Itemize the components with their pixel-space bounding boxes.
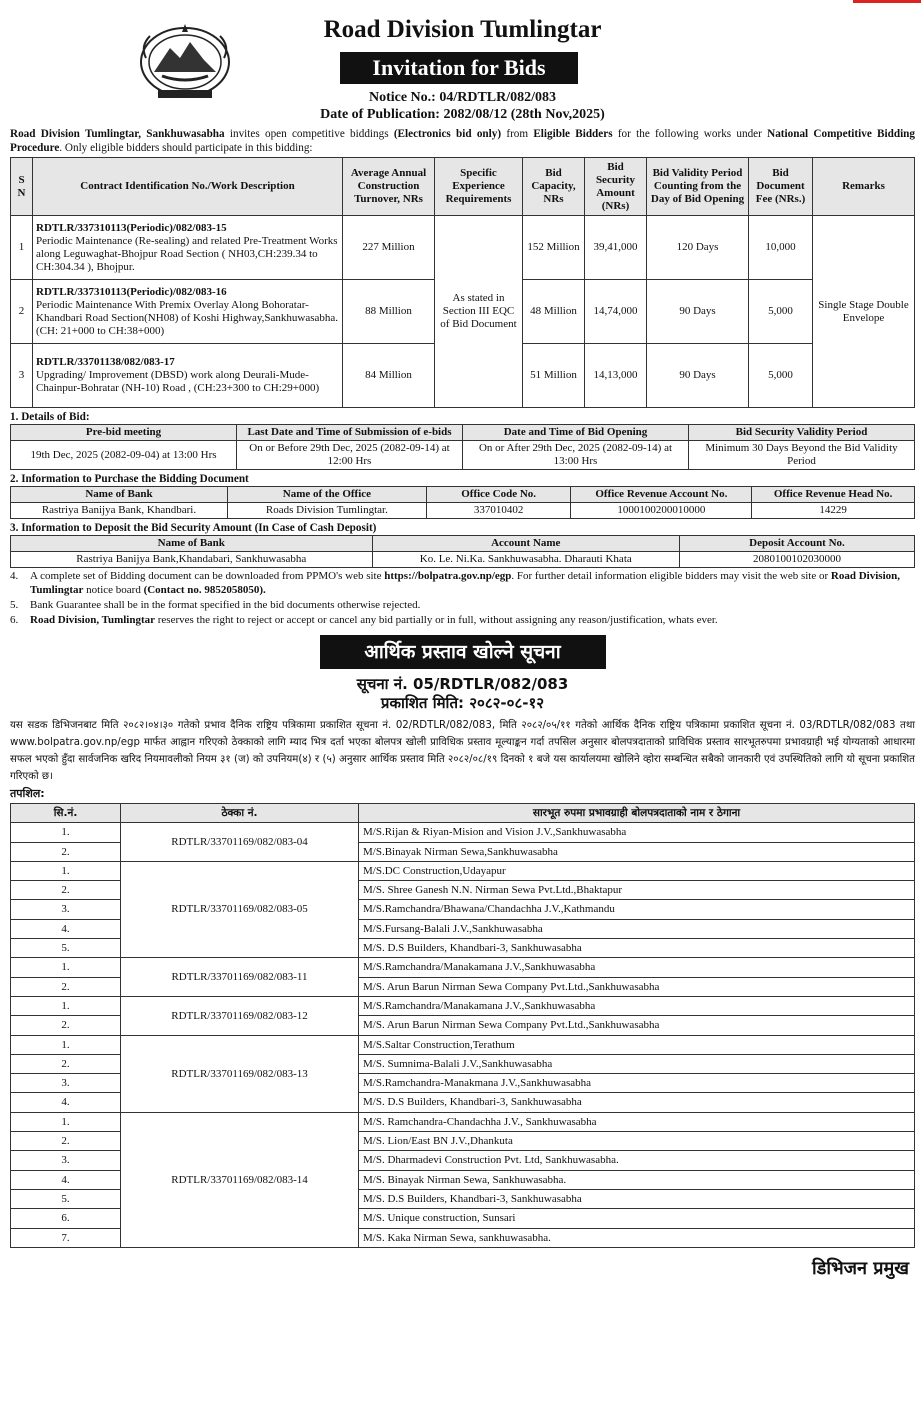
contact-number: (Contact no. 9852058050). <box>143 584 266 596</box>
cell-contract: RDTLR/33701169/082/083-12 <box>121 996 359 1035</box>
cell-capacity: 48 Million <box>523 280 585 344</box>
cell-sn: 2. <box>11 1016 121 1035</box>
note-text <box>30 613 718 627</box>
table-row <box>11 552 915 568</box>
cell-bidder: M/S. Sumnima-Balali J.V.,Sankhuwasabha <box>359 1054 915 1073</box>
col-header: Name of the Office <box>227 487 426 503</box>
publication-date: Date of Publication: 2082/08/12 (28th Nov,2025) <box>320 107 605 122</box>
table-row <box>11 441 915 470</box>
cell-sn: 4. <box>11 1170 121 1189</box>
cell-sn: 1. <box>11 861 121 880</box>
cell-contract: RDTLR/33701169/082/083-04 <box>121 823 359 862</box>
col-header: Name of Bank <box>11 536 373 552</box>
cell-contract: RDTLR/33701169/082/083-11 <box>121 958 359 997</box>
note-part: notice board <box>83 584 144 596</box>
cell-value: 19th Dec, 2025 (2082-09-04) at 13:00 Hrs <box>11 441 237 470</box>
note-bold: Road Division, Tumlingtar <box>30 570 900 596</box>
cell-turnover: 88 Million <box>343 280 435 344</box>
col-header: Specific Experience Requirements <box>435 158 523 216</box>
ppmo-link[interactable]: https://bolpatra.gov.np/egp <box>384 570 512 582</box>
cell-sn: 5. <box>11 939 121 958</box>
col-header: सारभूत रुपमा प्रभावग्राही बोलपत्रदाताको नाम र ठेगाना <box>359 804 915 823</box>
cell-sn: 1. <box>11 958 121 977</box>
cell-bidder: M/S. Arun Barun Nirman Sewa Company Pvt.Ltd.,Sankhuwasabha <box>359 977 915 996</box>
cell-value: Rastriya Banijya Bank,Khandabari, Sankhuwasabha <box>11 552 373 568</box>
ifb-banner: Invitation for Bids <box>340 52 578 84</box>
cell-value: 1000100200010000 <box>571 503 752 519</box>
col-header: ठेक्का नं. <box>121 804 359 823</box>
cell-bidder: M/S. Kaka Nirman Sewa, sankhuwasabha. <box>359 1228 915 1247</box>
col-header: Pre-bid meeting <box>11 425 237 441</box>
cell-bidder: M/S.Binayak Nirman Sewa,Sankhuwasabha <box>359 842 915 861</box>
cell-bidder: M/S.DC Construction,Udayapur <box>359 861 915 880</box>
note-number: 6. <box>10 614 19 626</box>
work-desc: Periodic Maintenance (Re-sealing) and related Pre-Treatment Works along Leguwaghat-Bhojpur Road Section ( NH03,CH:239.34 to CH:304.34 ), Bhojpur. <box>36 234 338 273</box>
financial-opening-banner: आर्थिक प्रस्ताव खोल्ने सूचना <box>320 635 606 669</box>
cell-security: 14,74,000 <box>585 280 647 344</box>
deposit-header-row <box>11 536 915 552</box>
work-desc: Periodic Maintenance With Premix Overlay Along Bohoratar-Khandbari Road Section(NH08) of Koshi Highway,Sankhuwasabha.(CH: 21+000 to CH:38+000) <box>36 298 339 337</box>
note-text <box>30 569 915 597</box>
notice-number: Notice No.: 04/RDTLR/082/083 <box>368 90 557 105</box>
cell-bidder: M/S. Arun Barun Nirman Sewa Company Pvt.Ltd.,Sankhuwasabha <box>359 1016 915 1035</box>
notice-page <box>10 0 915 1280</box>
cell-value: 14229 <box>752 503 915 519</box>
contract-id: RDTLR/33701138/082/083-17 <box>36 356 175 368</box>
section-title: 2. Information to Purchase the Bidding Document <box>10 473 249 485</box>
bidders-body <box>11 823 915 1248</box>
intro-text: from <box>501 128 534 140</box>
cell-value: On or Before 29th Dec, 2025 (2082-09-14) at 12:00 Hrs <box>237 441 463 470</box>
cell-bidder: M/S.Fursang-Balali J.V.,Sankhuwasabha <box>359 919 915 938</box>
cell-sn: 4. <box>11 919 121 938</box>
col-header: Bid Security Amount (NRs) <box>585 158 647 216</box>
cell-sn: 6. <box>11 1209 121 1228</box>
cell-value: Roads Division Tumlingtar. <box>227 503 426 519</box>
page-title: Road Division Tumlingtar <box>323 16 602 43</box>
cell-sn: 3 <box>11 344 33 408</box>
cell-sn: 2 <box>11 280 33 344</box>
note-part: . For further detail information eligible bidders may visit the web site or <box>511 570 831 582</box>
intro-paragraph <box>10 127 915 155</box>
col-header: Bid Validity Period Counting from the Day of Bid Opening <box>647 158 749 216</box>
intro-text: . Only eligible bidders should participate in this bidding: <box>59 142 313 154</box>
cell-sn: 5. <box>11 1189 121 1208</box>
cell-validity: 120 Days <box>647 216 749 280</box>
details-header-row <box>11 425 915 441</box>
cell-bidder: M/S.Saltar Construction,Terathum <box>359 1035 915 1054</box>
cell-experience: As stated in Section III EQC of Bid Document <box>435 216 523 408</box>
note-bold: Road Division, Tumlingtar <box>30 614 156 626</box>
cell-bidder: M/S. Lion/East BN J.V.,Dhankuta <box>359 1132 915 1151</box>
cell-bidder: M/S. D.S Builders, Khandbari-3, Sankhuwasabha <box>359 939 915 958</box>
cell-work <box>33 280 343 344</box>
table-row <box>11 503 915 519</box>
cell-fee: 5,000 <box>749 344 813 408</box>
top-red-line <box>853 0 921 3</box>
cell-sn: 7. <box>11 1228 121 1247</box>
cell-bidder: M/S.Ramchandra/Manakamana J.V.,Sankhuwasabha <box>359 958 915 977</box>
note-4 <box>10 569 915 597</box>
col-header: Remarks <box>813 158 915 216</box>
tapsil-label: तपशिल: <box>10 787 45 800</box>
contract-id: RDTLR/337310113(Periodic)/082/083-16 <box>36 285 227 298</box>
cell-sn: 1. <box>11 1112 121 1131</box>
cell-sn: 3. <box>11 1151 121 1170</box>
cell-sn: 2. <box>11 1054 121 1073</box>
cell-fee: 5,000 <box>749 280 813 344</box>
col-header: Bid Capacity, NRs <box>523 158 585 216</box>
cell-remarks: Single Stage Double Envelope <box>813 216 915 408</box>
cell-sn: 2. <box>11 881 121 900</box>
cell-work <box>33 344 343 408</box>
nepali-notice-number: सूचना नं. 05/RDTLR/082/083 <box>356 675 569 693</box>
cell-bidder: M/S.Rijan & Riyan-Mision and Vision J.V.,Sankhuwasabha <box>359 823 915 842</box>
cell-bidder: M/S. Dharmadevi Construction Pvt. Ltd, Sankhuwasabha. <box>359 1151 915 1170</box>
section-title: 3. Information to Deposit the Bid Security Amount (In Case of Cash Deposit) <box>10 522 377 534</box>
cell-bidder: M/S. D.S Builders, Khandbari-3, Sankhuwasabha <box>359 1093 915 1112</box>
cell-validity: 90 Days <box>647 280 749 344</box>
deposit-table <box>10 535 915 568</box>
cell-contract: RDTLR/33701169/082/083-05 <box>121 861 359 957</box>
intro-org: Road Division Tumlingtar, Sankhuwasabha <box>10 128 225 140</box>
col-header: Last Date and Time of Submission of e-bids <box>237 425 463 441</box>
cell-value: Ko. Le. Ni.Ka. Sankhuwasabha. Dharauti Khata <box>372 552 679 568</box>
purchase-header-row <box>11 487 915 503</box>
cell-sn: 2. <box>11 842 121 861</box>
section-title: 1. Details of Bid: <box>10 411 90 423</box>
cell-contract: RDTLR/33701169/082/083-14 <box>121 1112 359 1247</box>
cell-bidder: M/S.Ramchandra/Bhawana/Chandachha J.V.,Kathmandu <box>359 900 915 919</box>
cell-bidder: M/S. Unique construction, Sunsari <box>359 1209 915 1228</box>
details-table <box>10 424 915 470</box>
col-header: S N <box>11 158 33 216</box>
col-header: Name of Bank <box>11 487 228 503</box>
col-header: Office Code No. <box>426 487 571 503</box>
col-header: Account Name <box>372 536 679 552</box>
cell-capacity: 51 Million <box>523 344 585 408</box>
intro-bold: (Electronics bid only) <box>393 128 502 140</box>
col-header: Deposit Account No. <box>679 536 914 552</box>
note-6 <box>10 613 915 627</box>
cell-sn: 2. <box>11 977 121 996</box>
cell-value: Rastriya Banijya Bank, Khandbari. <box>11 503 228 519</box>
col-header: Office Revenue Head No. <box>752 487 915 503</box>
nepali-publication-date: प्रकाशित मिति: २०८२-०८-१२ <box>380 694 545 712</box>
table-row <box>11 1035 915 1054</box>
col-header: Date and Time of Bid Opening <box>463 425 689 441</box>
table-row <box>11 861 915 880</box>
col-header: Office Revenue Account No. <box>571 487 752 503</box>
cell-validity: 90 Days <box>647 344 749 408</box>
cell-security: 14,13,000 <box>585 344 647 408</box>
note-part: reserves the right to reject or accept or cancel any bid partially or in full, without assigning any reason/justification, whats ever. <box>155 614 718 626</box>
signature: डिभिजन प्रमुख <box>812 1257 909 1279</box>
cell-value: On or After 29th Dec, 2025 (2082-09-14) at 13:00 Hrs <box>463 441 689 470</box>
cell-value: 2080100102030000 <box>679 552 914 568</box>
works-header-row <box>11 158 915 216</box>
cell-sn: 1. <box>11 1035 121 1054</box>
purchase-table <box>10 486 915 519</box>
note-number: 4. <box>10 570 19 582</box>
intro-bold: National Competitive Bidding Procedure <box>10 128 915 154</box>
col-header: Bid Document Fee (NRs.) <box>749 158 813 216</box>
cell-security: 39,41,000 <box>585 216 647 280</box>
note-number: 5. <box>10 599 19 611</box>
cell-turnover: 84 Million <box>343 344 435 408</box>
cell-sn: 3. <box>11 900 121 919</box>
table-row <box>11 996 915 1015</box>
col-header: सि.नं. <box>11 804 121 823</box>
contract-id: RDTLR/337310113(Periodic)/082/083-15 <box>36 221 227 234</box>
col-header: Contract Identification No./Work Description <box>33 158 343 216</box>
note-part: A complete set of Bidding document can be downloaded from PPMO's web site <box>30 570 385 582</box>
cell-sn: 2. <box>11 1132 121 1151</box>
cell-bidder: M/S. Ramchandra-Chandachha J.V., Sankhuwasabha <box>359 1112 915 1131</box>
col-header: Average Annual Construction Turnover, NRs <box>343 158 435 216</box>
cell-contract: RDTLR/33701169/082/083-13 <box>121 1035 359 1112</box>
work-desc: Upgrading/ Improvement (DBSD) work along Deurali-Mude-Chainpur-Bohratar (NH-10) Road , (CH:23+300 to CH:29+000) <box>36 369 320 394</box>
cell-bidder: M/S. Shree Ganesh N.N. Nirman Sewa Pvt.Ltd.,Bhaktapur <box>359 881 915 900</box>
intro-text: invites open competitive biddings <box>224 128 394 140</box>
header <box>10 4 915 124</box>
cell-sn: 4. <box>11 1093 121 1112</box>
cell-sn: 1 <box>11 216 33 280</box>
works-table <box>10 157 915 408</box>
cell-bidder: M/S. Binayak Nirman Sewa, Sankhuwasabha. <box>359 1170 915 1189</box>
note-text: Bank Guarantee shall be in the format specified in the bid documents otherwise rejected. <box>30 599 421 611</box>
col-header: Bid Security Validity Period <box>689 425 915 441</box>
cell-work <box>33 216 343 280</box>
bidders-table <box>10 803 915 1248</box>
cell-bidder: M/S. D.S Builders, Khandbari-3, Sankhuwasabha <box>359 1189 915 1208</box>
cell-sn: 3. <box>11 1074 121 1093</box>
cell-turnover: 227 Million <box>343 216 435 280</box>
cell-bidder: M/S.Ramchandra/Manakamana J.V.,Sankhuwasabha <box>359 996 915 1015</box>
cell-sn: 1. <box>11 996 121 1015</box>
table-row <box>11 216 915 280</box>
cell-sn: 1. <box>11 823 121 842</box>
bidders-header-row <box>11 804 915 823</box>
note-5 <box>10 598 915 612</box>
intro-text: for the following works under <box>612 128 768 140</box>
cell-value: 337010402 <box>426 503 571 519</box>
cell-bidder: M/S.Ramchandra-Manakmana J.V.,Sankhuwasabha <box>359 1074 915 1093</box>
table-row <box>11 1112 915 1131</box>
nepali-paragraph: यस सडक डिभिजनबाट मिति २०८२।०४।३० गतेको प्रभाव दैनिक राष्ट्रिय पत्रिकामा प्रकाशित सूचना नं. 02/RDTLR/082/083, मिति २०८२/०५/११ गतेको आर्थिक दैनिक राष्ट्रिय पत्रिकामा प्रकाशित सूचना नं. 03/RDTLR/082/083 तथा www.bolpatra.gov.np/egp मार्फत आह्वान गरिएको ठेक्काको लागि म्याद भित्र दर्ता भएका बोलपत्र खोली प्राविधिक प्रस्ताव मूल्याङ्कन गर्दा तपसिल अनुसार बोलपत्रदाताको प्राविधिक प्रस्ताव सारभूतरुपमा प्रभावग्राही भई योग्यताको आधारमा सफल भएको हुँदा सार्वजनिक खरिद नियमावलीको नियम ३१ (ज) को उपनियम(४) र (५) अनुसार आर्थिक प्रस्ताव मिति २०८२/०८/१९ दिनको १ बजे यस कार्यालयमा खोलिने व्होरा सम्बन्धित सबैको जानकारी एवं उपस्थितिको लागि यो सूचना प्रकाशित गरिएको छ। <box>10 720 915 782</box>
cell-value: Minimum 30 Days Beyond the Bid Validity Period <box>689 441 915 470</box>
cell-capacity: 152 Million <box>523 216 585 280</box>
cell-fee: 10,000 <box>749 216 813 280</box>
table-row <box>11 823 915 842</box>
table-row <box>11 958 915 977</box>
intro-bold: Eligible Bidders <box>533 128 613 140</box>
